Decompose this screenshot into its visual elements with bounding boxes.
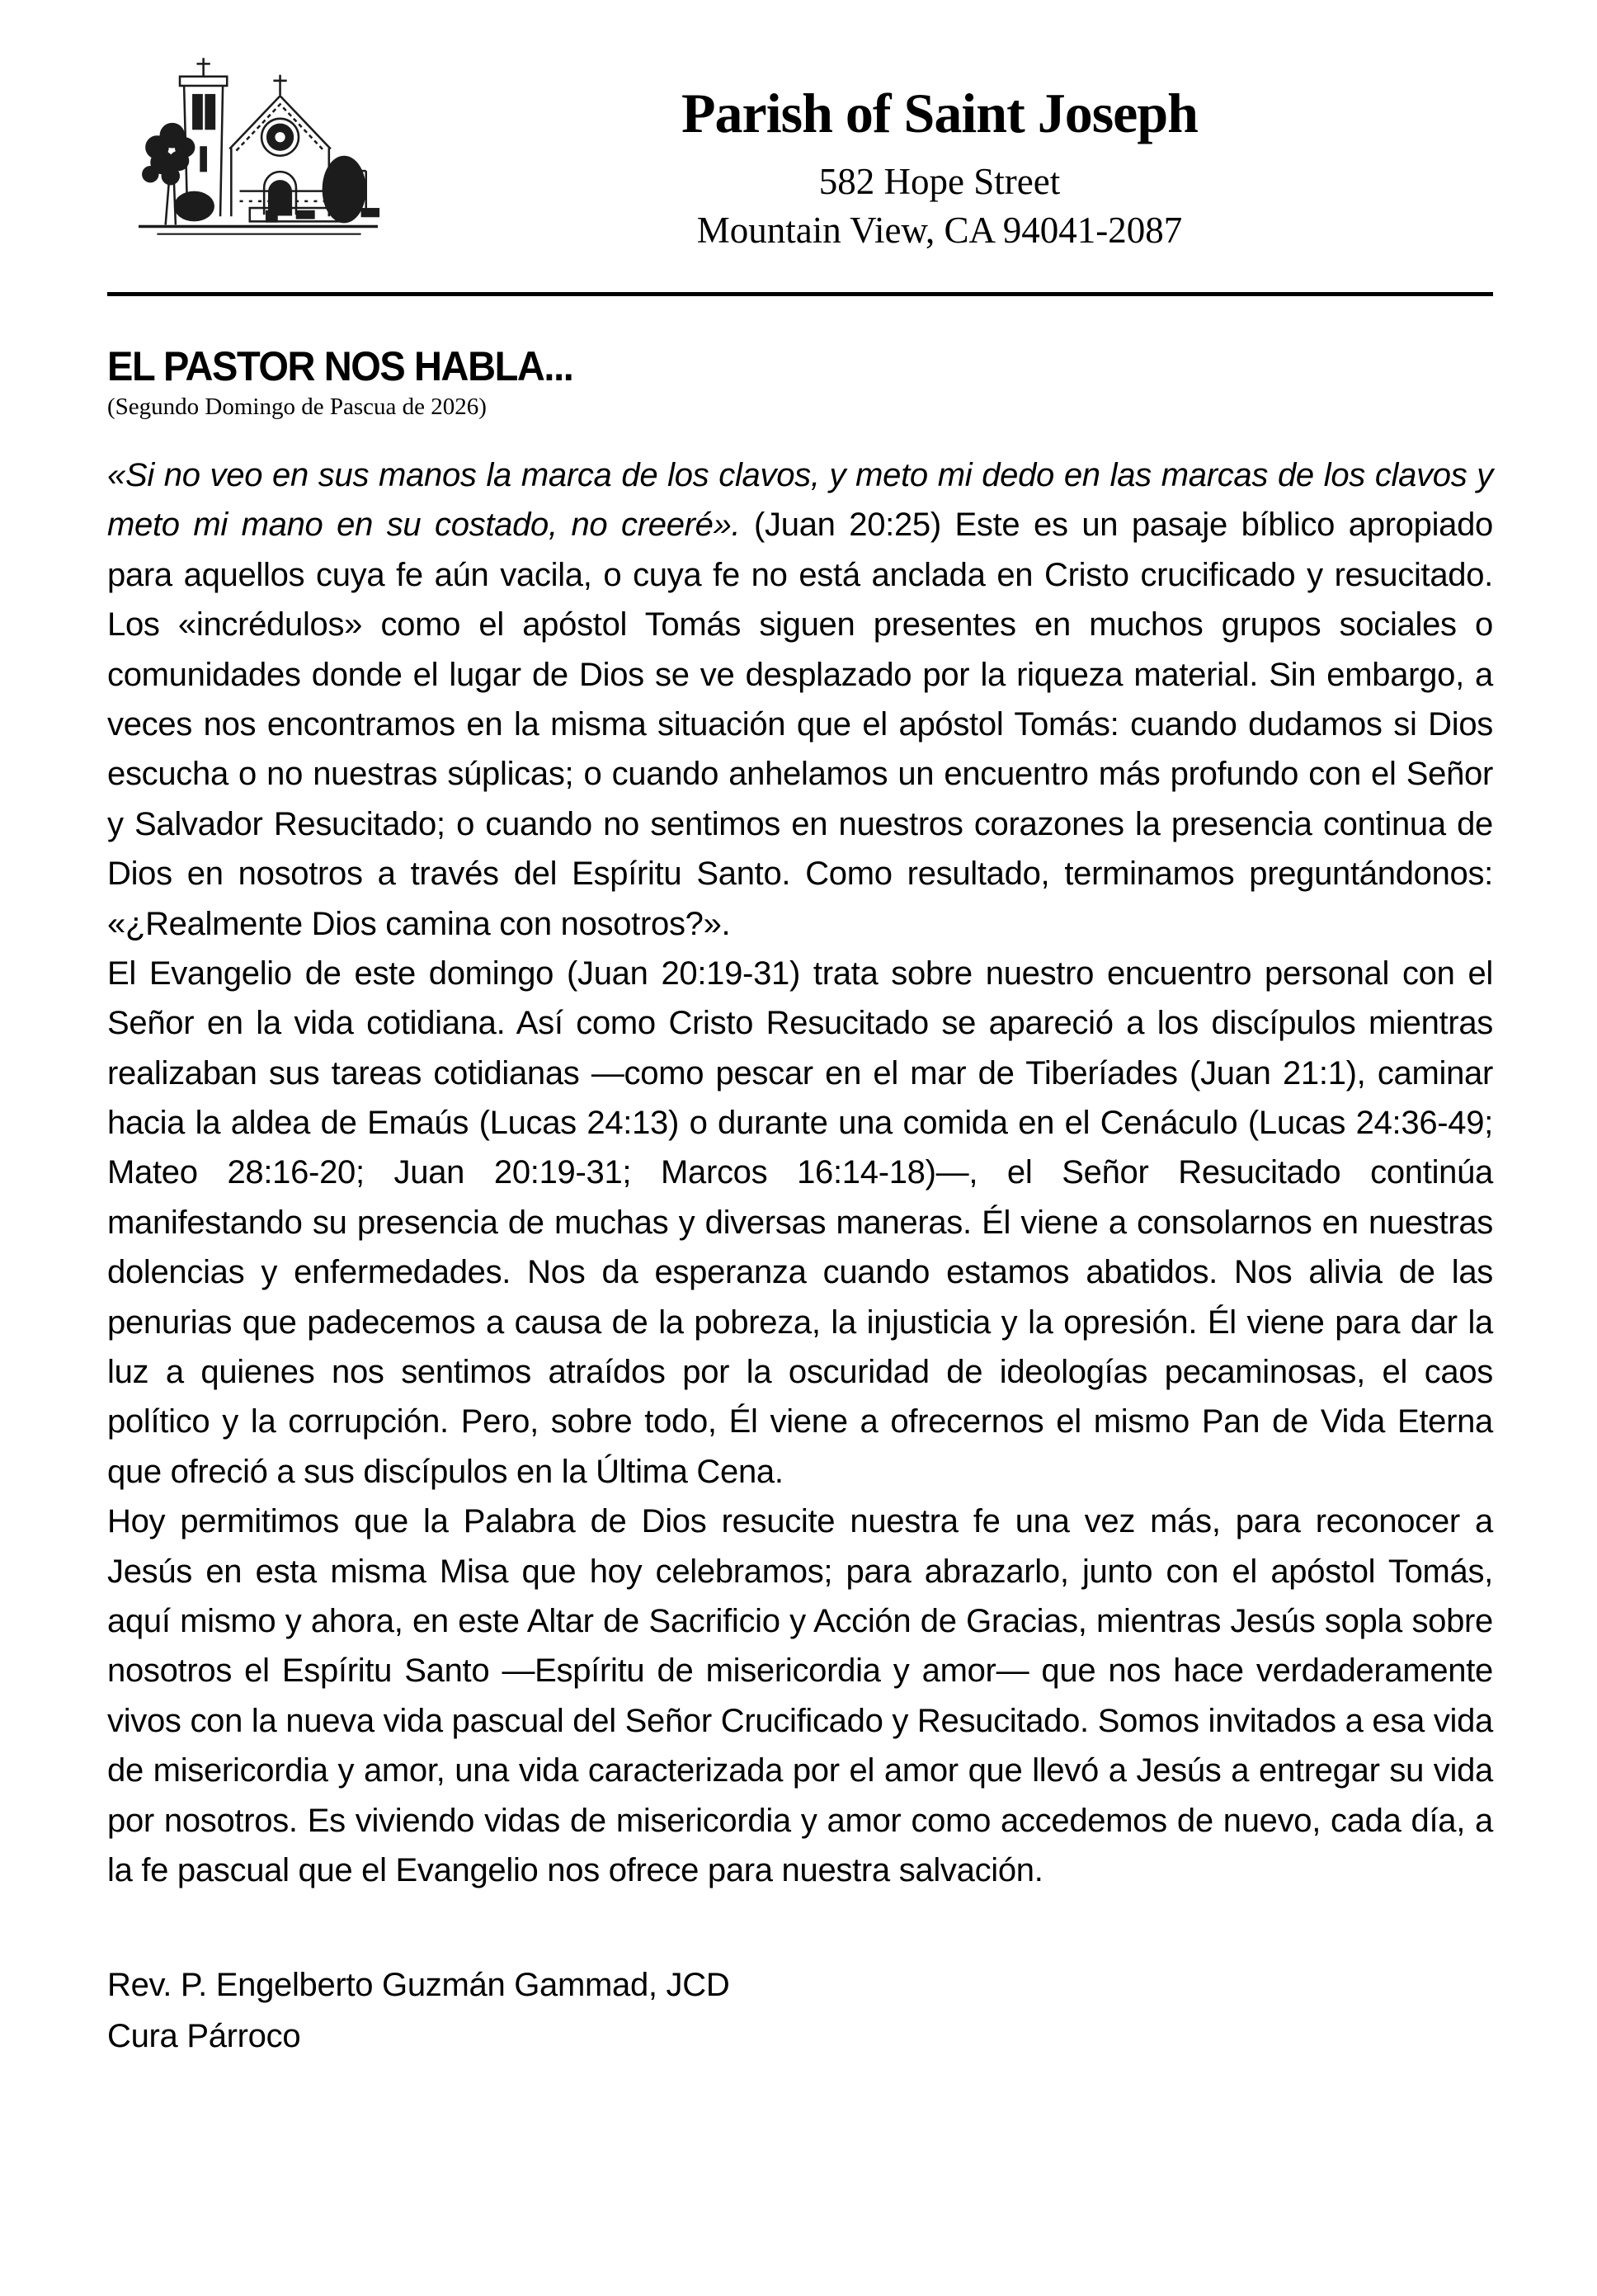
paragraph-1-rest: (Juan 20:25) Este es un pasaje bíblico apropiado para aquellos cuya fe aún vacila, o cuya fe no está anclada en Cristo crucificado y resucitado. Los «incrédulos» como el apóstol Tomás siguen presentes en muchos grupos sociales o comunidades donde el lugar de Dios se ve desplazado por la riqueza material. Sin embargo, a veces nos encontramos en la misma situación que el apóstol Tomás: cuando dudamos si Dios escucha o no nuestras súplicas; o cuando anhelamos un encuentro más profundo con el Señor y Salvador Resucitado; o cuando no sentimos en nuestros corazones la presencia continua de Dios en nosotros a través del Espíritu Santo. Como resultado, terminamos preguntándonos: «¿Realmente Dios camina con nosotros?». [107, 507, 1494, 942]
signature-block [107, 1959, 1493, 2062]
signature-role: Cura Párroco [107, 2018, 301, 2055]
column-subtitle: (Segundo Domingo de Pascua de 2026) [107, 394, 487, 420]
address-line-1: 582 Hope Street [818, 161, 1061, 202]
divider-rule [107, 292, 1493, 296]
parish-name: Parish of Saint Joseph [681, 82, 1198, 144]
church-logo-icon [130, 48, 386, 246]
scripture-quote: «Si no veo en sus manos la marca de los clavos, y meto mi dedo en las marcas de los clavos y meto mi mano en su costado, no creeré». [107, 457, 1493, 544]
paragraph-3: Hoy permitimos que la Palabra de Dios resucite nuestra fe una vez más, para reconocer a Jesús en esta misma Misa que hoy celebramos; para abrazarlo, junto con el apóstol Tomás, aquí mismo y ahora, en este Altar de Sacrificio y Acción de Gracias, mientras Jesús sopla sobre nosotros el Espíritu Santo —Espíritu de misericordia y amor— que nos hace verdaderamente vivos con la nueva vida pascual del Señor Crucificado y Resucitado. Somos invitados a esa vida de misericordia y amor, una vida caracterizada por el amor que llevó a Jesús a entregar su vida por nosotros. Es viviendo vidas de misericordia y amor como accedemos de nuevo, cada día, a la fe pascual que el Evangelio nos ofrece para nuestra salvación. [107, 1503, 1493, 1888]
paragraph-1 [107, 450, 1493, 949]
signature-name: Rev. P. Engelberto Guzmán Gammad, JCD [107, 1967, 730, 2004]
address-line-2: Mountain View, CA 94041-2087 [696, 209, 1183, 251]
column-title: EL PASTOR NOS HABLA... [107, 343, 573, 389]
masthead [107, 48, 1493, 254]
masthead-text [386, 48, 1493, 254]
paragraph-2: El Evangelio de este domingo (Juan 20:19-31) trata sobre nuestro encuentro personal con el Señor en la vida cotidiana. Así como Cristo Resucitado se apareció a los discípulos mientras realizaban sus tareas cotidianas —como pescar en el mar de Tiberíades (Juan 21:1), caminar hacia la aldea de Emaús (Lucas 24:13) o durante una comida en el Cenáculo (Lucas 24:36-49; Mateo 28:16-20; Juan 20:19-31; Marcos 16:14-18)—, el Señor Resucitado continúa manifestando su presencia de muchas y diversas maneras. Él viene a consolarnos en nuestras dolencias y enfermedades. Nos da esperanza cuando estamos abatidos. Nos alivia de las penurias que padecemos a causa de la pobreza, la injusticia y la opresión. Él viene para dar la luz a quienes nos sentimos atraídos por la oscuridad de ideologías pecaminosas, el caos político y la corrupción. Pero, sobre todo, Él viene a ofrecernos el mismo Pan de Vida Eterna que ofreció a sus discípulos en la Última Cena. [107, 955, 1493, 1490]
pastor-column [107, 342, 1493, 2062]
